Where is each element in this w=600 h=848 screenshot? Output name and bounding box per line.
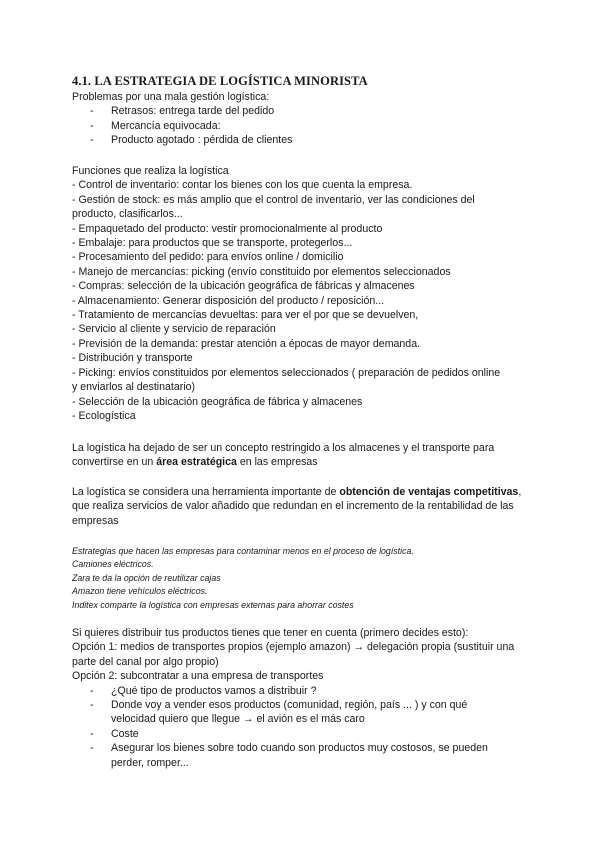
list-item: - ¿Qué tipo de productos vamos a distribuir ? bbox=[90, 684, 317, 697]
note-line: Inditex comparte la logística con empresas externas para ahorrar costes bbox=[72, 599, 354, 610]
function-line: - Embalaje: para productos que se transporte, protegerlos... bbox=[72, 237, 353, 250]
problems-heading: Problemas por una mala gestión logística: bbox=[72, 91, 270, 103]
function-line: - Almacenamiento: Generar disposición del producto / reposición... bbox=[72, 294, 385, 307]
function-line: - Compras: selección de la ubicación geográfica de fábricas y almacenes bbox=[72, 280, 415, 293]
eco-strategies-notes bbox=[72, 545, 532, 612]
list-item: - Coste bbox=[90, 727, 139, 740]
bold-term: área estratégica bbox=[156, 456, 237, 469]
note-line: Estrategias que hacen las empresas para contaminar menos en el proceso de logística. bbox=[72, 546, 414, 556]
list-item: - Mercancía equivocada: bbox=[90, 119, 221, 132]
paragraph-competitive-advantage: La logística se considera una herramienta importante de obtención de ventajas competitivas, que realiza servicios de valor añadido que redundan en el incremento de la rentabilidad de las empresas bbox=[72, 486, 522, 527]
function-line: - Distribución y transporte bbox=[72, 352, 193, 365]
function-line: - Ecologística bbox=[72, 409, 136, 422]
function-line: - Servicio al cliente y servicio de reparación bbox=[72, 323, 276, 336]
option-1: Opción 1: medios de transportes propios (ejemplo amazon) → delegación propia (sustituir una parte del canal por algo propio) bbox=[72, 641, 515, 668]
list-item: - Producto agotado : pérdida de clientes bbox=[90, 134, 293, 147]
function-line: - Gestión de stock: es más amplio que el control de inventario, ver las condiciones del bbox=[72, 193, 475, 206]
function-line: - Picking: envíos constituidos por elementos seleccionados ( preparación de pedidos online bbox=[72, 366, 501, 379]
distribution-section bbox=[72, 626, 532, 770]
note-line: Zara te da la opción de reutilizar cajas bbox=[72, 572, 221, 583]
function-line: - Procesamiento del pedido: para envíos online / domicilio bbox=[72, 251, 344, 264]
note-line: Amazon tiene vehículos eléctricos. bbox=[72, 586, 208, 597]
function-line: y enviarlos al destinatario) bbox=[72, 381, 196, 394]
function-line: - Control de inventario: contar los bienes con los que cuenta la empresa. bbox=[72, 179, 413, 192]
function-line: producto, clasificarlos... bbox=[72, 208, 183, 221]
function-line: - Tratamiento de mercancías devueltas: para ver el por que se devuelven, bbox=[72, 309, 419, 322]
functions-heading: Funciones que realiza la logística bbox=[72, 165, 229, 177]
list-item: - Retrasos: entrega tarde del pedido bbox=[90, 105, 275, 118]
function-line: - Selección de la ubicación geográfica de fábrica y almacenes bbox=[72, 395, 363, 408]
problems-section bbox=[72, 90, 532, 148]
function-line: - Empaquetado del producto: vestir promocionalmente al producto bbox=[72, 222, 383, 235]
bold-term: obtención de ventajas competitivas bbox=[339, 486, 519, 498]
functions-section bbox=[72, 164, 532, 423]
function-line: - Previsión de la demanda: prestar atención a épocas de mayor demanda. bbox=[72, 337, 421, 350]
note-line: Camiones eléctricos. bbox=[72, 559, 154, 570]
function-line: - Manejo de mercancías: picking (envío constituido por elementos seleccionados bbox=[72, 265, 451, 278]
paragraph-strategic-area: La logística ha dejado de ser un concepto restringido a los almacenes y el transporte para convertirse en un área estratégica en las empresas bbox=[72, 442, 495, 469]
list-item: - Donde voy a vender esos productos (comunidad, región, país ... ) y con qué velocidad quiero que llegue → el avión es el más caro bbox=[90, 699, 468, 726]
section-title: 4.1. LA ESTRATEGIA DE LOGÍSTICA MINORISTA bbox=[72, 74, 368, 88]
list-item: - Asegurar los bienes sobre todo cuando son productos muy costosos, se pueden perder, romper... bbox=[90, 742, 488, 769]
option-2: Opción 2: subcontratar a una empresa de transportes bbox=[72, 670, 324, 683]
distribution-intro: Si quieres distribuir tus productos tienes que tener en cuenta (primero decides esto): bbox=[72, 627, 469, 639]
